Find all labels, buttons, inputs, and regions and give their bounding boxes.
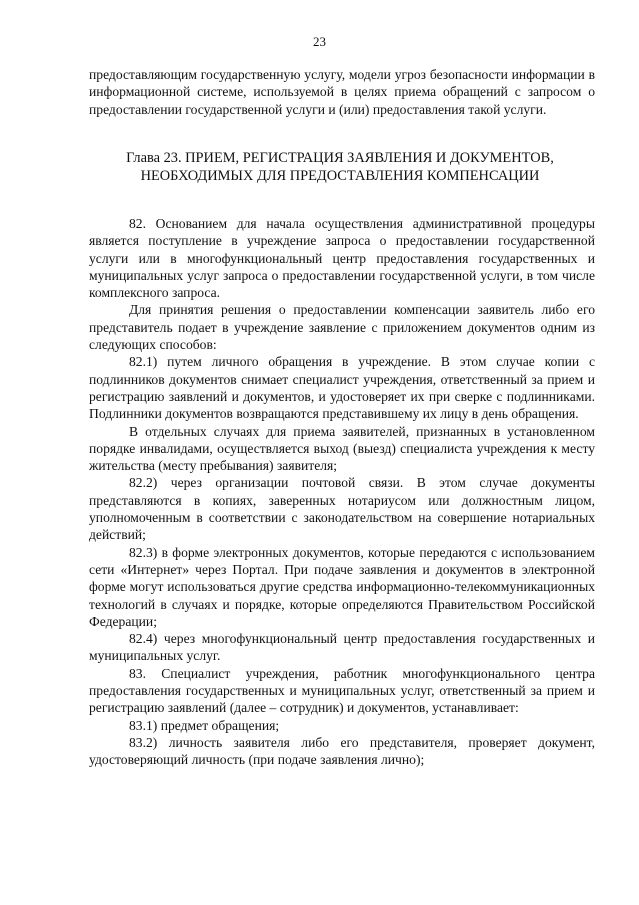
chapter-heading: Глава 23. ПРИЕМ, РЕГИСТРАЦИЯ ЗАЯВЛЕНИЯ И ДОКУМЕНТОВ, НЕОБХОДИМЫХ ДЛЯ ПРЕДОСТАВЛЕНИЯ КОМПЕНСАЦИИ — [126, 150, 554, 184]
paragraph-82-4: 82.4) через многофункциональный центр предоставления государственных и муниципальных услуг. — [89, 631, 595, 664]
paragraph-83-1: 83.1) предмет обращения; — [129, 717, 280, 733]
paragraph-disabled-visit: В отдельных случаях для приема заявителей, признанных в установленном порядке инвалидами, осуществляется выход (выезд) специалиста учреждения к месту жительства (месту пребывания) заявителя; — [89, 423, 595, 474]
page-number: 23 — [313, 34, 326, 49]
intro-paragraph: предоставляющим государственную услугу, модели угроз безопасности информации в информационной системе, используемой в целях приема обращений с запросом о предоставлении государственной услуги и (или) предоставления такой услуги. — [89, 67, 595, 117]
paragraph-83: 83. Специалист учреждения, работник многофункционального центра предоставления государственных и муниципальных услуг, ответственный за прием и регистрацию заявлений (далее – сотрудник) и документов, устанавливает: — [89, 665, 595, 716]
paragraph-83-2: 83.2) личность заявителя либо его представителя, проверяет документ, удостоверяющий личность (при подаче заявления лично); — [89, 734, 595, 768]
paragraph-82: 82. Основанием для начала осуществления административной процедуры является поступление в учреждение запроса о предоставлении государственной услуги или в многофункциональный центр предоставления государственных и муниципальных услуг запроса о предоставлении государственной услуги, в том числе комплексного запроса. — [89, 216, 595, 301]
body-text — [89, 215, 595, 769]
paragraph-82-3: 82.3) в форме электронных документов, которые передаются с использованием сети «Интернет» через Портал. При подаче заявления и документов в электронной форме могут использоваться другие средства информационно-телекоммуникационных технологий в случаях и порядке, которые определяются Правительством Российской Федерации; — [89, 544, 595, 629]
paragraph-82-1: 82.1) путем личного обращения в учреждение. В этом случае копии с подлинников документов снимает специалист учреждения, ответственный за прием и регистрацию заявлений и документов, и удостоверяет их при сверке с подлинниками. Подлинники документов возвращаются представившему их лицу в день обращения. — [89, 354, 595, 422]
paragraph-82-2: 82.2) через организации почтовой связи. В этом случае документы представляются в копиях, заверенных нотариусом или должностным лицом, уполномоченным в соответствии с законодательством на совершение нотариальных действий; — [89, 475, 595, 543]
intro-text — [89, 66, 595, 118]
paragraph-submission-methods: Для принятия решения о предоставлении компенсации заявитель либо его представитель подает в учреждение заявление с приложением документов одним из следующих способов: — [89, 302, 595, 353]
